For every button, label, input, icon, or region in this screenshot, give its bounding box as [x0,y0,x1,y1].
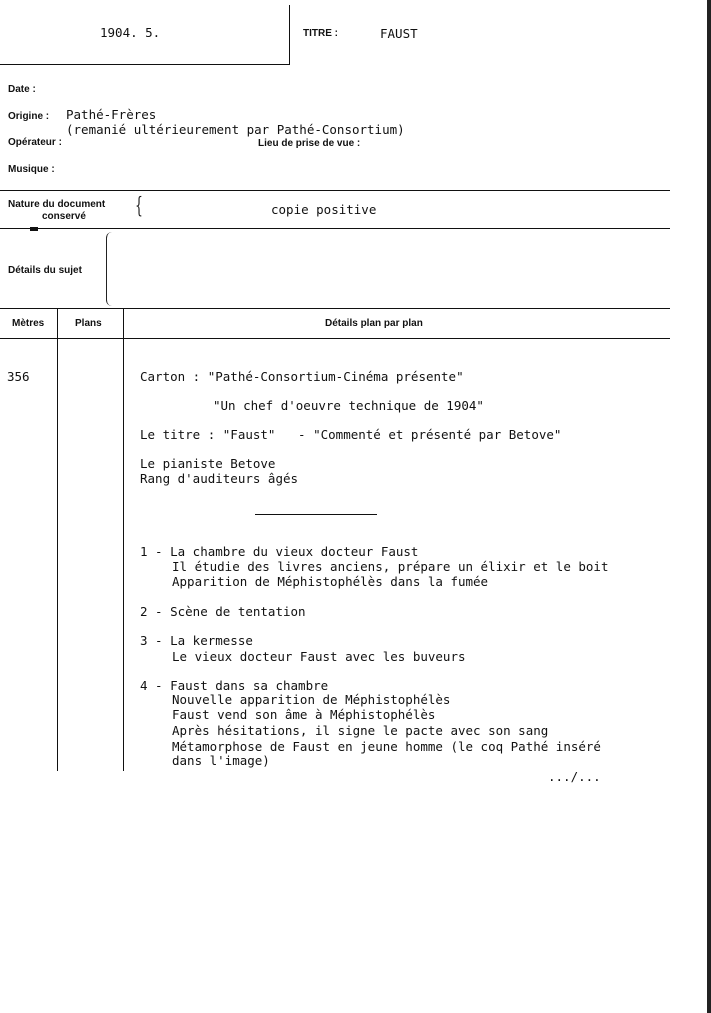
section-separator [255,514,377,515]
col-header-details: Détails plan par plan [325,318,423,329]
detail-line: Carton : "Pathé-Consortium-Cinéma présente" [140,369,464,384]
nature-label-line-1: Nature du document [8,199,106,210]
detail-line: 2 - Scène de tentation [140,604,306,619]
scan-edge [707,0,711,1013]
detail-line: Il étudie des livres anciens, prépare un élixir et le boit [172,559,609,574]
detail-line: Le vieux docteur Faust avec les buveurs [172,649,466,664]
detail-line: Métamorphose de Faust en jeune homme (le coq Pathé inséré [172,739,601,754]
column-divider-1 [57,309,58,771]
header-bottom-rule [0,64,290,65]
nature-value: copie positive [271,202,377,217]
detail-line: 4 - Faust dans sa chambre [140,678,329,693]
reference-number: 1904. 5. [100,25,161,40]
lieu-label: Lieu de prise de vue : [258,138,361,149]
detail-line: dans l'image) [172,753,270,768]
detail-line: Apparition de Méphistophélès dans la fumée [172,574,489,589]
detail-line: Faust vend son âme à Méphistophélès [172,707,436,722]
detail-line: Le titre : "Faust" - "Commenté et présenté par Betove" [140,427,562,442]
detail-line: Après hésitations, il signe le pacte avec son sang [172,723,549,738]
date-label: Date : [8,84,36,95]
detail-line: Le pianiste Betove [140,456,276,471]
origine-label: Origine : [8,111,50,122]
col-header-metres: Mètres [12,318,45,329]
col-header-plans: Plans [75,318,102,329]
nature-label-line-2: conservé [42,211,86,222]
column-divider-2 [123,309,124,771]
detail-line: Rang d'auditeurs âgés [140,471,299,486]
musique-label: Musique : [8,164,55,175]
detail-line: 3 - La kermesse [140,633,253,648]
nature-bottom-rule [0,228,670,229]
title-value: FAUST [380,26,418,41]
table-top-rule [0,308,670,309]
detail-line: 1 - La chambre du vieux docteur Faust [140,544,419,559]
header-divider [289,5,290,65]
metres-value: 356 [7,369,30,384]
details-sujet-label: Détails du sujet [8,265,82,276]
table-header-rule [0,338,670,339]
continuation-mark: .../... [548,769,601,784]
title-label: TITRE : [303,28,338,39]
origine-line-2: (remanié ultérieurement par Pathé-Consortium) [66,122,405,137]
nature-top-rule [0,190,670,191]
ink-mark [30,227,38,231]
nature-brace: { [135,194,143,219]
detail-line: "Un chef d'oeuvre technique de 1904" [213,398,484,413]
origine-line-1: Pathé-Frères [66,107,157,122]
operateur-label: Opérateur : [8,137,62,148]
detail-line: Nouvelle apparition de Méphistophélès [172,692,451,707]
details-sujet-brace [106,232,113,306]
